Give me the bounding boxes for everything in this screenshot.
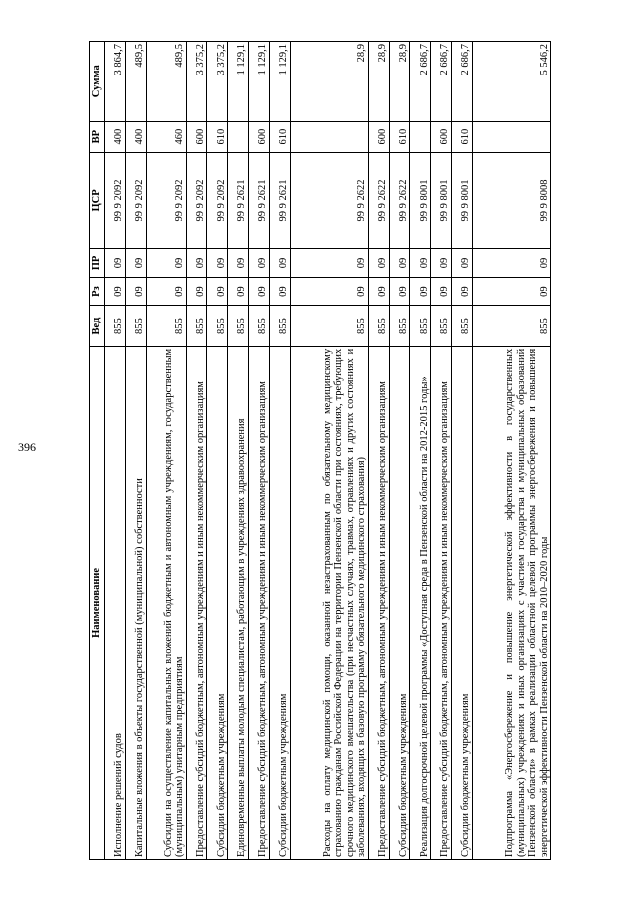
cell-name: Предоставление субсидий бюджетным, автономным учреждениям и иным некоммерческим организациям — [368, 346, 389, 859]
table-row — [290, 42, 368, 860]
cell-name: Субсидии бюджетным учреждениям — [389, 346, 410, 859]
cell-sum: 1 129,1 — [269, 42, 290, 122]
cell-csr: 99 9 2092 — [146, 152, 186, 248]
cell-ved: 855 — [269, 306, 290, 346]
cell-pr: 09 — [431, 249, 452, 278]
cell-sum: 489,5 — [146, 42, 186, 122]
table-row — [431, 42, 452, 860]
table-row — [207, 42, 228, 860]
cell-name: Субсидии бюджетным учреждениям — [269, 346, 290, 859]
cell-pr: 09 — [451, 249, 472, 278]
cell-vr — [472, 121, 550, 152]
cell-rz: 09 — [451, 277, 472, 306]
header-sum: Сумма — [90, 42, 105, 122]
cell-rz: 09 — [228, 277, 249, 306]
header-rz: Рз — [90, 277, 105, 306]
cell-csr: 99 9 8008 — [472, 152, 550, 248]
cell-sum: 3 375,2 — [207, 42, 228, 122]
cell-vr: 610 — [207, 121, 228, 152]
cell-ved: 855 — [389, 306, 410, 346]
cell-pr: 09 — [207, 249, 228, 278]
cell-pr: 09 — [410, 249, 431, 278]
cell-csr: 99 9 2092 — [105, 152, 126, 248]
cell-vr: 460 — [146, 121, 186, 152]
cell-pr: 09 — [186, 249, 207, 278]
cell-sum: 28,9 — [389, 42, 410, 122]
table-row — [186, 42, 207, 860]
cell-pr: 09 — [368, 249, 389, 278]
header-vr: ВР — [90, 121, 105, 152]
cell-name: Субсидии бюджетным учреждениям — [207, 346, 228, 859]
cell-ved: 855 — [431, 306, 452, 346]
cell-rz: 09 — [410, 277, 431, 306]
table-row — [146, 42, 186, 860]
cell-name: Предоставление субсидий бюджетным, автономным учреждениям и иным некоммерческим организациям — [248, 346, 269, 859]
header-ved: Вед — [90, 306, 105, 346]
cell-ved: 855 — [105, 306, 126, 346]
cell-sum: 28,9 — [290, 42, 368, 122]
cell-vr: 610 — [451, 121, 472, 152]
cell-vr — [410, 121, 431, 152]
cell-vr: 400 — [125, 121, 146, 152]
cell-ved: 855 — [290, 306, 368, 346]
cell-ved: 855 — [410, 306, 431, 346]
cell-rz: 09 — [248, 277, 269, 306]
cell-rz: 09 — [125, 277, 146, 306]
header-csr: ЦСР — [90, 152, 105, 248]
cell-ved: 855 — [228, 306, 249, 346]
cell-sum: 2 686,7 — [410, 42, 431, 122]
cell-csr: 99 9 2622 — [389, 152, 410, 248]
cell-csr: 99 9 2621 — [269, 152, 290, 248]
cell-ved: 855 — [368, 306, 389, 346]
cell-sum: 1 129,1 — [228, 42, 249, 122]
cell-pr: 09 — [290, 249, 368, 278]
cell-rz: 09 — [146, 277, 186, 306]
table-row — [228, 42, 249, 860]
cell-rz: 09 — [269, 277, 290, 306]
cell-pr: 09 — [228, 249, 249, 278]
cell-name: Субсидии на осуществление капитальных вложений бюджетным и автономным учреждениям, государственным (муниципальным) унитарным предприятиям — [146, 346, 186, 859]
cell-pr: 09 — [472, 249, 550, 278]
table-row — [389, 42, 410, 860]
cell-csr: 99 9 8001 — [410, 152, 431, 248]
cell-ved: 855 — [207, 306, 228, 346]
cell-csr: 99 9 2621 — [228, 152, 249, 248]
cell-sum: 1 129,1 — [248, 42, 269, 122]
cell-rz: 09 — [431, 277, 452, 306]
table-row — [125, 42, 146, 860]
table-row — [472, 42, 550, 860]
cell-vr — [290, 121, 368, 152]
budget-table — [89, 41, 551, 860]
cell-rz: 09 — [472, 277, 550, 306]
cell-rz: 09 — [290, 277, 368, 306]
table-row — [248, 42, 269, 860]
cell-rz: 09 — [389, 277, 410, 306]
page-number: 396 — [18, 440, 36, 454]
table-row — [368, 42, 389, 860]
table-row — [105, 42, 126, 860]
table-row — [269, 42, 290, 860]
table-body — [105, 42, 551, 860]
cell-sum: 3 375,2 — [186, 42, 207, 122]
cell-ved: 855 — [146, 306, 186, 346]
cell-sum: 28,9 — [368, 42, 389, 122]
cell-csr: 99 9 2092 — [186, 152, 207, 248]
cell-name: Предоставление субсидий бюджетным, автономным учреждениям и иным некоммерческим организациям — [186, 346, 207, 859]
cell-rz: 09 — [186, 277, 207, 306]
table-row — [451, 42, 472, 860]
cell-csr: 99 9 2092 — [125, 152, 146, 248]
cell-vr: 600 — [248, 121, 269, 152]
cell-vr — [228, 121, 249, 152]
cell-pr: 09 — [248, 249, 269, 278]
cell-ved: 855 — [186, 306, 207, 346]
cell-name: Предоставление субсидий бюджетным, автономным учреждениям и иным некоммерческим организациям — [431, 346, 452, 859]
cell-vr: 600 — [431, 121, 452, 152]
table-row — [410, 42, 431, 860]
cell-csr: 99 9 2622 — [290, 152, 368, 248]
cell-csr: 99 9 2622 — [368, 152, 389, 248]
cell-pr: 09 — [105, 249, 126, 278]
cell-ved: 855 — [472, 306, 550, 346]
table-header-row — [90, 42, 105, 860]
cell-vr: 610 — [389, 121, 410, 152]
cell-pr: 09 — [269, 249, 290, 278]
cell-name: Подпрограмма «Энергосбережение и повышение энергетической эффективности в государственных (муниципальных) учреждениях и иных организациях с участием государства и муниципальных образований Пензенской области» в рамках реализации областной целевой программы энергосбережения и повышения энергетической эффективности Пензенской области на 2010–2020 годы — [472, 346, 550, 859]
cell-name: Реализация долгосрочной целевой программы «Доступная среда в Пензенской области на 2012-2015 годы» — [410, 346, 431, 859]
header-pr: ПР — [90, 249, 105, 278]
cell-pr: 09 — [125, 249, 146, 278]
cell-pr: 09 — [389, 249, 410, 278]
cell-ved: 855 — [451, 306, 472, 346]
cell-csr: 99 9 8001 — [451, 152, 472, 248]
header-name: Наименование — [90, 346, 105, 859]
cell-csr: 99 9 8001 — [431, 152, 452, 248]
cell-name: Расходы на оплату медицинской помощи, оказанной незастрахованным по обязательному медицинскому страхованию гражданам Российской Федерации на территории Пензенской области при состояниях, требующих срочного медицинского вмешательства (при несчастных случаях, травмах, отравлениях и других состояниях и заболеваниях, входящих в базовую программу обязательного медицинского страхования) — [290, 346, 368, 859]
cell-rz: 09 — [368, 277, 389, 306]
cell-name: Субсидии бюджетным учреждениям — [451, 346, 472, 859]
cell-csr: 99 9 2621 — [248, 152, 269, 248]
cell-pr: 09 — [146, 249, 186, 278]
cell-sum: 2 686,7 — [451, 42, 472, 122]
cell-vr: 600 — [368, 121, 389, 152]
cell-sum: 3 864,7 — [105, 42, 126, 122]
cell-sum: 489,5 — [125, 42, 146, 122]
cell-rz: 09 — [207, 277, 228, 306]
cell-vr: 400 — [105, 121, 126, 152]
table-container — [89, 41, 551, 860]
cell-ved: 855 — [125, 306, 146, 346]
cell-name: Капитальные вложения в объекты государственной (муниципальной) собственности — [125, 346, 146, 859]
cell-rz: 09 — [105, 277, 126, 306]
cell-vr: 610 — [269, 121, 290, 152]
cell-name: Единовременные выплаты молодым специалистам, работающим в учреждениях здравоохранения — [228, 346, 249, 859]
cell-csr: 99 9 2092 — [207, 152, 228, 248]
cell-vr: 600 — [186, 121, 207, 152]
cell-ved: 855 — [248, 306, 269, 346]
cell-sum: 2 686,7 — [431, 42, 452, 122]
cell-sum: 5 546,2 — [472, 42, 550, 122]
cell-name: Исполнение решений судов — [105, 346, 126, 859]
